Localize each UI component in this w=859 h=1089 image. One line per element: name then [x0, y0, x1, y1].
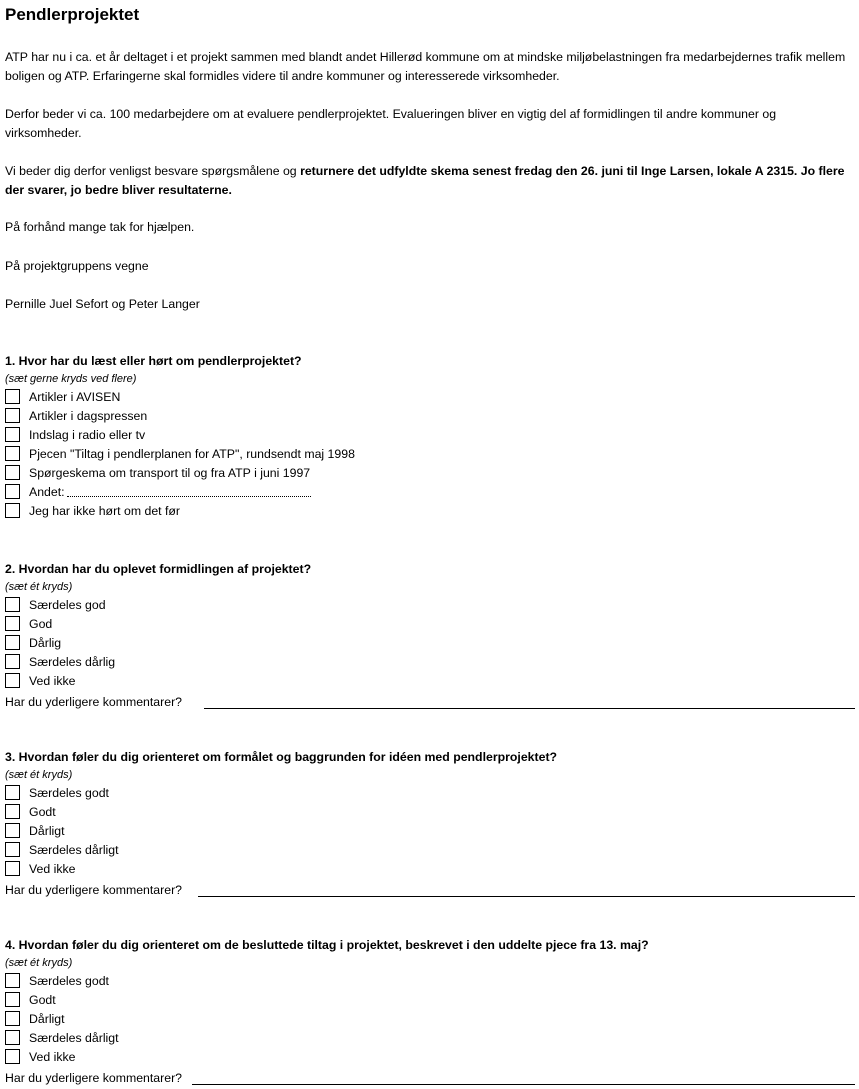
q4-comment-row [5, 1066, 855, 1085]
q2-comment-label: Har du yderligere kommentarer? [5, 695, 183, 709]
checkbox[interactable] [5, 654, 20, 669]
q2-option-saerdeles-god[interactable] [5, 595, 855, 614]
option-label: Særdeles dårlig [29, 654, 116, 669]
checkbox[interactable] [5, 446, 20, 461]
q1-option-avisen[interactable] [5, 387, 855, 406]
q4-option-ved-ikke[interactable] [5, 1047, 855, 1066]
option-label: Særdeles dårligt [29, 842, 119, 857]
question-4-hint: (sæt ét kryds) [5, 957, 73, 969]
question-1-title: 1. Hvor har du læst eller hørt om pendlerprojektet? [5, 354, 302, 368]
question-2-title: 2. Hvordan har du oplevet formidlingen af projektet? [5, 562, 312, 576]
question-2-hint: (sæt ét kryds) [5, 581, 73, 593]
option-label: Dårligt [29, 1011, 65, 1026]
q2-comment-input[interactable] [204, 694, 855, 709]
q2-comment-row [5, 690, 855, 709]
q4-comment-label: Har du yderligere kommentarer? [5, 1071, 183, 1085]
option-label: Jeg har ikke hørt om det før [29, 503, 181, 518]
option-label: Artikler i dagspressen [29, 408, 148, 423]
checkbox[interactable] [5, 823, 20, 838]
q2-option-daarlig[interactable] [5, 633, 855, 652]
option-label: Ved ikke [29, 1049, 76, 1064]
question-2 [5, 560, 855, 709]
checkbox[interactable] [5, 804, 20, 819]
checkbox[interactable] [5, 992, 20, 1007]
thanks-text: På forhånd mange tak for hjælpen. [5, 220, 195, 234]
andet-dotted-field[interactable] [67, 486, 311, 497]
q1-option-radio-tv[interactable] [5, 425, 855, 444]
option-label: Særdeles dårligt [29, 1030, 119, 1045]
option-label: Andet: [29, 484, 65, 499]
q3-option-saerdeles-daarligt[interactable] [5, 840, 855, 859]
question-3-title: 3. Hvordan føler du dig orienteret om formålet og baggrunden for idéen med pendlerprojektet? [5, 750, 558, 764]
question-1-hint: (sæt gerne kryds ved flere) [5, 373, 137, 385]
question-3-hint: (sæt ét kryds) [5, 769, 73, 781]
question-4 [5, 936, 855, 1085]
checkbox[interactable] [5, 673, 20, 688]
option-label: Særdeles god [29, 597, 106, 612]
q4-option-daarligt[interactable] [5, 1009, 855, 1028]
intro-deadline-text: returnere det udfyldte skema senest fredag den 26. juni til Inge Larsen, lokale A 2315. Jo flere der svarer, jo bedre bliver resultaterne. [5, 164, 845, 197]
signatures-text: Pernille Juel Sefort og Peter Langer [5, 297, 200, 311]
intro-paragraph-1: ATP har nu i ca. et år deltaget i et projekt sammen med blandt andet Hillerød kommune om at mindske miljøbelastningen fra medarbejdernes trafik mellem boligen og ATP. Erfaringerne skal formidles videre til andre kommuner og interesserede virksomheder. [5, 50, 846, 83]
checkbox[interactable] [5, 465, 20, 480]
option-label: God [29, 616, 53, 631]
option-label: Godt [29, 804, 56, 819]
q1-option-pjecen[interactable] [5, 444, 855, 463]
option-label: Særdeles godt [29, 785, 109, 800]
q1-option-andet[interactable] [5, 482, 855, 501]
checkbox[interactable] [5, 616, 20, 631]
intro-paragraph-2: Derfor beder vi ca. 100 medarbejdere om at evaluere pendlerprojektet. Evalueringen bliver en vigtig del af formidlingen til andre kommuner og virksomheder. [5, 107, 777, 140]
checkbox[interactable] [5, 427, 20, 442]
q3-comment-row [5, 878, 855, 897]
option-label: Godt [29, 992, 56, 1007]
option-label: Artikler i AVISEN [29, 389, 121, 404]
q3-option-daarligt[interactable] [5, 821, 855, 840]
question-1 [5, 352, 855, 520]
q1-option-dagspressen[interactable] [5, 406, 855, 425]
checkbox[interactable] [5, 973, 20, 988]
question-4-title: 4. Hvordan føler du dig orienteret om de besluttede tiltag i projektet, beskrevet i den uddelte pjece fra 13. maj? [5, 938, 649, 952]
option-label: Spørgeskema om transport til og fra ATP i juni 1997 [29, 465, 311, 480]
q1-option-spoergeskema[interactable] [5, 463, 855, 482]
checkbox[interactable] [5, 597, 20, 612]
intro-paragraph-3-text: Vi beder dig derfor venligst besvare spørgsmålene og [5, 164, 301, 178]
checkbox[interactable] [5, 785, 20, 800]
q2-option-ved-ikke[interactable] [5, 671, 855, 690]
q1-option-ikke-hoert[interactable] [5, 501, 855, 520]
q4-option-saerdeles-daarligt[interactable] [5, 1028, 855, 1047]
checkbox[interactable] [5, 861, 20, 876]
q4-option-saerdeles-godt[interactable] [5, 971, 855, 990]
q3-option-ved-ikke[interactable] [5, 859, 855, 878]
option-label: Pjecen "Tiltag i pendlerplanen for ATP", rundsendt maj 1998 [29, 446, 355, 461]
on-behalf-text: På projektgruppens vegne [5, 259, 149, 273]
checkbox[interactable] [5, 1030, 20, 1045]
q4-option-godt[interactable] [5, 990, 855, 1009]
q4-comment-input[interactable] [192, 1070, 855, 1085]
checkbox[interactable] [5, 1011, 20, 1026]
checkbox[interactable] [5, 389, 20, 404]
q3-comment-label: Har du yderligere kommentarer? [5, 883, 183, 897]
option-label: Dårlig [29, 635, 62, 650]
question-3 [5, 748, 855, 897]
checkbox[interactable] [5, 503, 20, 518]
checkbox[interactable] [5, 484, 20, 499]
checkbox[interactable] [5, 408, 20, 423]
option-label: Særdeles godt [29, 973, 109, 988]
checkbox[interactable] [5, 635, 20, 650]
q2-option-god[interactable] [5, 614, 855, 633]
page-title: Pendlerprojektet [5, 5, 140, 24]
option-label: Ved ikke [29, 673, 76, 688]
q2-option-saerdeles-daarlig[interactable] [5, 652, 855, 671]
intro-paragraph-3 [5, 162, 855, 200]
q3-option-godt[interactable] [5, 802, 855, 821]
option-label: Ved ikke [29, 861, 76, 876]
checkbox[interactable] [5, 1049, 20, 1064]
option-label: Dårligt [29, 823, 65, 838]
checkbox[interactable] [5, 842, 20, 857]
option-label: Indslag i radio eller tv [29, 427, 146, 442]
q3-comment-input[interactable] [198, 882, 855, 897]
q3-option-saerdeles-godt[interactable] [5, 783, 855, 802]
